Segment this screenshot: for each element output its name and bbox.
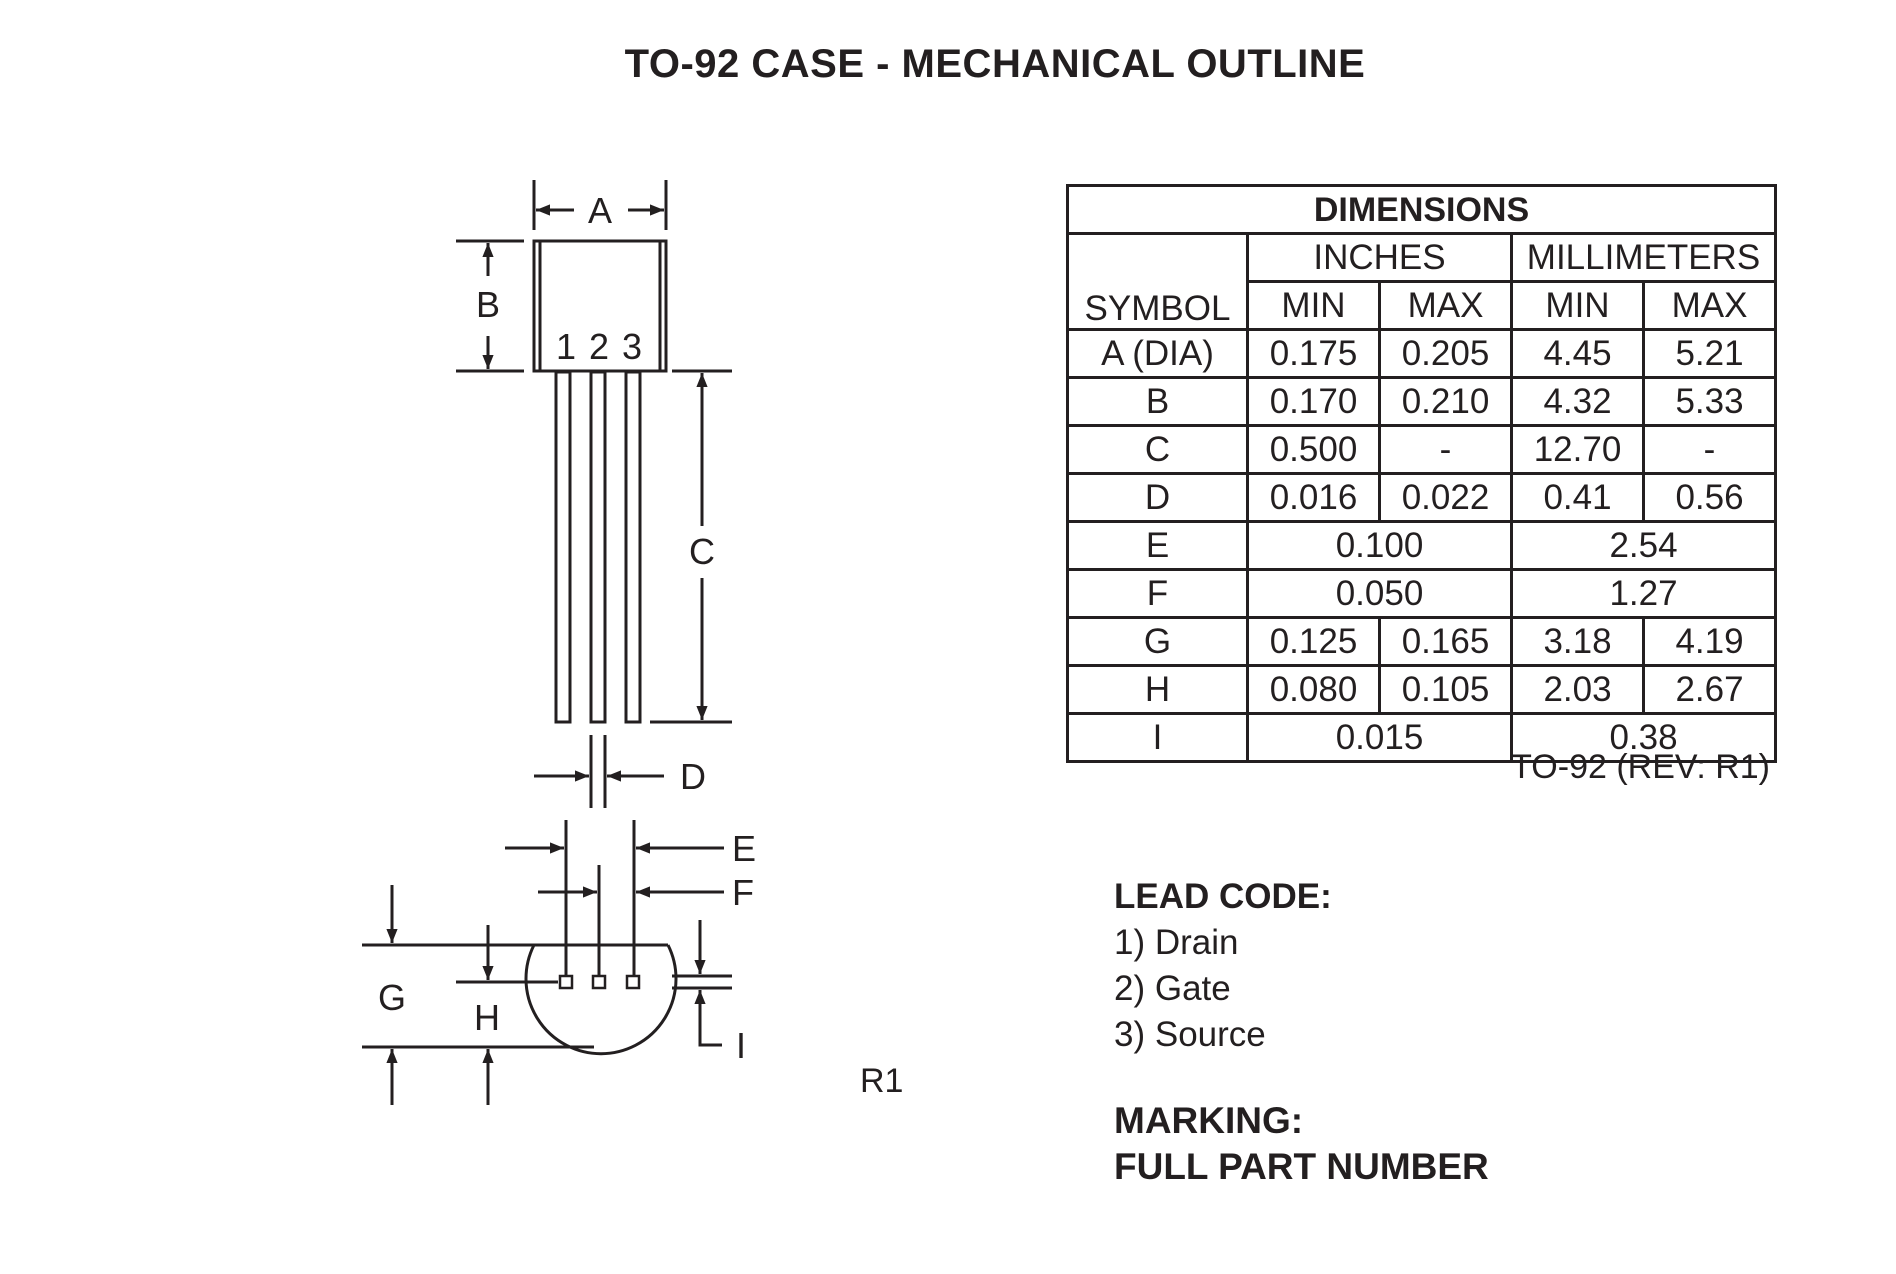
dimension-i [672, 920, 732, 1045]
revision-mark: R1 [860, 1062, 904, 1100]
inches-max-header: MAX [1380, 282, 1512, 330]
dimension-g-label: G [377, 977, 407, 1018]
mm-max-cell: 4.19 [1644, 618, 1776, 666]
mm-min-cell: 4.45 [1512, 330, 1644, 378]
dimension-e-label: E [732, 828, 757, 869]
inches-max-cell: 0.210 [1380, 378, 1512, 426]
symbol-cell: D [1068, 474, 1248, 522]
lead-code-item: 1) Drain [1114, 923, 1239, 962]
inches-nominal-cell: 0.050 [1248, 570, 1512, 618]
dimensions-table [1066, 184, 1777, 763]
inches-max-cell: 0.022 [1380, 474, 1512, 522]
dimension-d-label: D [680, 756, 706, 797]
dimension-h [456, 925, 558, 1105]
page-title: TO-92 CASE - MECHANICAL OUTLINE [624, 42, 1366, 86]
mm-min-cell: 12.70 [1512, 426, 1644, 474]
symbol-cell: B [1068, 378, 1248, 426]
dimension-e-f [505, 820, 724, 975]
marking-value: FULL PART NUMBER [1114, 1146, 1489, 1187]
table-row [1068, 522, 1776, 570]
inches-min-header: MIN [1248, 282, 1380, 330]
symbol-cell: F [1068, 570, 1248, 618]
mm-max-cell: 0.56 [1644, 474, 1776, 522]
pin-2-label: 2 [588, 326, 610, 367]
mm-min-cell: 0.41 [1512, 474, 1644, 522]
inches-min-cell: 0.500 [1248, 426, 1380, 474]
table-row [1068, 474, 1776, 522]
inches-nominal-cell: 0.100 [1248, 522, 1512, 570]
mm-max-cell: - [1644, 426, 1776, 474]
bottom-view [526, 945, 676, 1054]
mm-nominal-cell: 2.54 [1512, 522, 1776, 570]
table-row [1068, 426, 1776, 474]
marking-block [1114, 1098, 1489, 1190]
millimeters-header: MILLIMETERS [1512, 234, 1776, 282]
mm-max-header: MAX [1644, 282, 1776, 330]
revision-note: TO-92 (REV: R1) [1511, 748, 1770, 786]
dimension-f-label: F [732, 872, 754, 913]
inches-max-cell: 0.205 [1380, 330, 1512, 378]
table-row [1068, 330, 1776, 378]
mm-min-cell: 4.32 [1512, 378, 1644, 426]
mm-min-cell: 2.03 [1512, 666, 1644, 714]
dimension-i-label: I [736, 1025, 747, 1066]
table-title: DIMENSIONS [1068, 186, 1776, 234]
table-row [1068, 618, 1776, 666]
table-row [1068, 378, 1776, 426]
symbol-cell: A (DIA) [1068, 330, 1248, 378]
mm-min-header: MIN [1512, 282, 1644, 330]
inches-min-cell: 0.080 [1248, 666, 1380, 714]
inches-max-cell: 0.105 [1380, 666, 1512, 714]
inches-max-cell: - [1380, 426, 1512, 474]
symbol-cell: I [1068, 714, 1248, 762]
mm-nominal-cell: 1.27 [1512, 570, 1776, 618]
lead-code-item: 2) Gate [1114, 969, 1231, 1008]
lead-code-block [1114, 874, 1332, 1058]
package-leads [556, 372, 640, 722]
pin-3-label: 3 [621, 326, 643, 367]
mm-max-cell: 5.21 [1644, 330, 1776, 378]
dimension-d [534, 735, 664, 808]
mm-max-cell: 2.67 [1644, 666, 1776, 714]
dimension-c-label: C [689, 531, 715, 572]
inches-nominal-cell: 0.015 [1248, 714, 1512, 762]
inches-header: INCHES [1248, 234, 1512, 282]
symbol-header: SYMBOL [1068, 234, 1248, 330]
pin-1-label: 1 [555, 326, 577, 367]
dimension-b-label: B [475, 284, 501, 325]
mm-max-cell: 5.33 [1644, 378, 1776, 426]
lead-code-heading: LEAD CODE: [1114, 877, 1332, 916]
table-row [1068, 570, 1776, 618]
inches-min-cell: 0.016 [1248, 474, 1380, 522]
symbol-cell: G [1068, 618, 1248, 666]
mm-min-cell: 3.18 [1512, 618, 1644, 666]
dimension-a-label: A [587, 190, 613, 231]
inches-min-cell: 0.175 [1248, 330, 1380, 378]
symbol-cell: H [1068, 666, 1248, 714]
dimension-h-label: H [474, 997, 500, 1038]
mm-nominal-cell: 0.38 [1512, 714, 1776, 762]
inches-max-cell: 0.165 [1380, 618, 1512, 666]
symbol-cell: E [1068, 522, 1248, 570]
inches-min-cell: 0.170 [1248, 378, 1380, 426]
inches-min-cell: 0.125 [1248, 618, 1380, 666]
lead-code-item: 3) Source [1114, 1015, 1266, 1054]
marking-heading: MARKING: [1114, 1100, 1304, 1141]
symbol-cell: C [1068, 426, 1248, 474]
table-row [1068, 666, 1776, 714]
